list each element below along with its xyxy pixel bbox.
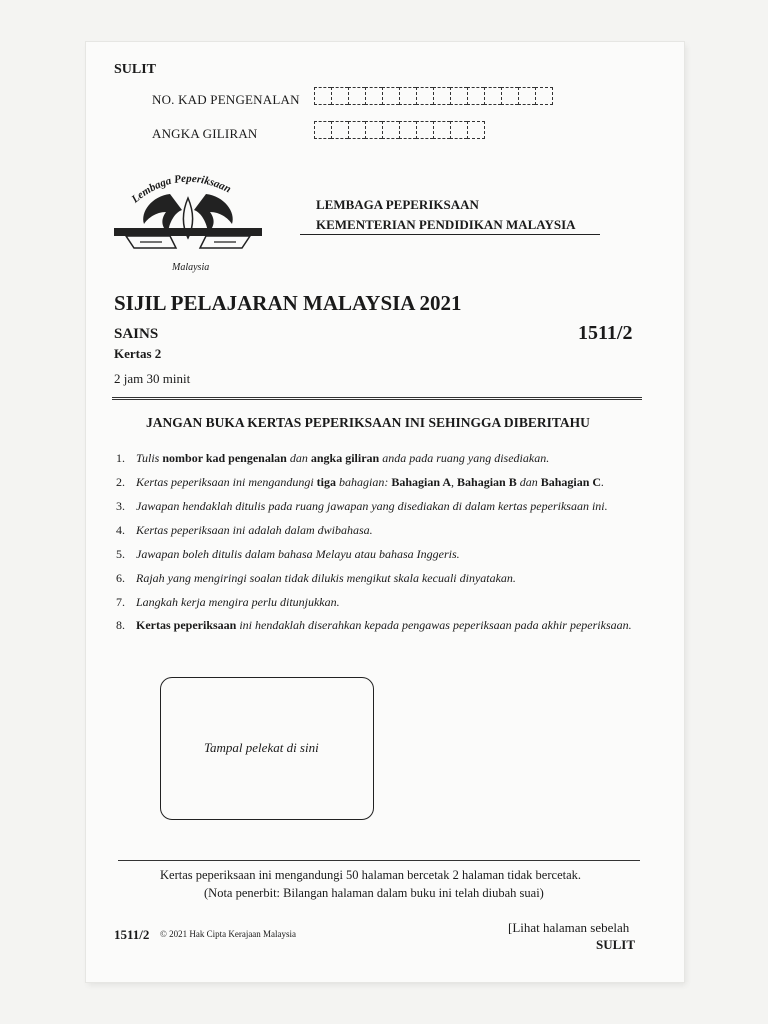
id-number-boxes <box>314 87 553 105</box>
instruction-4: 4. Kertas peperiksaan ini adalah dalam dwibahasa. <box>116 523 373 537</box>
publisher-note: (Nota penerbit: Bilangan halaman dalam buku ini telah diubah suai) <box>204 886 544 900</box>
instruction-7: 7. Langkah kerja mengira perlu ditunjukkan. <box>116 595 340 609</box>
turn-box <box>365 121 382 139</box>
ministry-name: KEMENTERIAN PENDIDIKAN MALAYSIA <box>316 217 576 232</box>
id-box <box>416 87 433 105</box>
footer-divider <box>118 860 640 861</box>
id-box <box>501 87 518 105</box>
sticker-label: Tampal pelekat di sini <box>204 740 319 755</box>
classification-top: SULIT <box>114 62 157 77</box>
turn-box <box>314 121 331 139</box>
page-count-note: Kertas peperiksaan ini mengandungi 50 halaman bercetak 2 halaman tidak bercetak. <box>160 868 582 882</box>
turn-box <box>399 121 416 139</box>
organization-name: LEMBAGA PEPERIKSAAN <box>316 197 479 212</box>
id-box <box>365 87 382 105</box>
id-box <box>467 87 484 105</box>
id-number-label: NO. KAD PENGENALAN <box>152 92 300 107</box>
turn-number-boxes <box>314 121 485 139</box>
instruction-8: 8. Kertas peperiksaan ini hendaklah diserahkan kepada pengawas peperiksaan pada akhir peperiksaan. <box>116 618 632 632</box>
id-box <box>314 87 331 105</box>
turn-box <box>348 121 365 139</box>
turn-number-label: ANGKA GILIRAN <box>152 126 258 141</box>
subject-name: SAINS <box>114 326 159 342</box>
id-box <box>399 87 416 105</box>
paper-number: Kertas 2 <box>114 346 162 361</box>
id-box <box>382 87 399 105</box>
turn-box <box>467 121 485 139</box>
turn-box <box>433 121 450 139</box>
instruction-2: 2. Kertas peperiksaan ini mengandungi tiga bahagian: Bahagian A, Bahagian B dan Bahagian C. <box>116 475 605 489</box>
instruction-3: 3. Jawapan hendaklah ditulis pada ruang jawapan yang disediakan di dalam kertas peperiksaan ini. <box>116 499 608 513</box>
turn-box <box>450 121 467 139</box>
exam-duration: 2 jam 30 minit <box>114 371 191 386</box>
organization-underline <box>300 234 600 235</box>
id-box <box>331 87 348 105</box>
copyright-notice: © 2021 Hak Cipta Kerajaan Malaysia <box>160 929 297 939</box>
instruction-1: 1. Tulis nombor kad pengenalan dan angka giliran anda pada ruang yang disediakan. <box>116 451 550 465</box>
subject-code: 1511/2 <box>578 322 633 344</box>
instruction-6: 6. Rajah yang mengiringi soalan tidak dilukis mengikut skala kecuali dinyatakan. <box>116 571 516 585</box>
exam-title: SIJIL PELAJARAN MALAYSIA 2021 <box>114 291 462 315</box>
footer-code: 1511/2 <box>114 927 150 942</box>
turn-box <box>416 121 433 139</box>
logo-bottom-text: Malaysia <box>172 262 210 273</box>
logo-arc-text: Lembaga Peperiksaan <box>129 172 233 206</box>
id-box <box>535 87 553 105</box>
id-box <box>484 87 501 105</box>
id-box <box>518 87 535 105</box>
next-page-note: [Lihat halaman sebelah <box>508 920 630 935</box>
section-divider <box>112 397 642 400</box>
warning-heading: JANGAN BUKA KERTAS PEPERIKSAAN INI SEHINGGA DIBERITAHU <box>146 415 590 430</box>
turn-box <box>382 121 399 139</box>
examination-board-logo <box>110 168 266 278</box>
instruction-5: 5. Jawapan boleh ditulis dalam bahasa Melayu atau bahasa Inggeris. <box>116 547 460 561</box>
id-box <box>348 87 365 105</box>
id-box <box>450 87 467 105</box>
classification-bottom: SULIT <box>596 937 636 952</box>
turn-box <box>331 121 348 139</box>
id-box <box>433 87 450 105</box>
